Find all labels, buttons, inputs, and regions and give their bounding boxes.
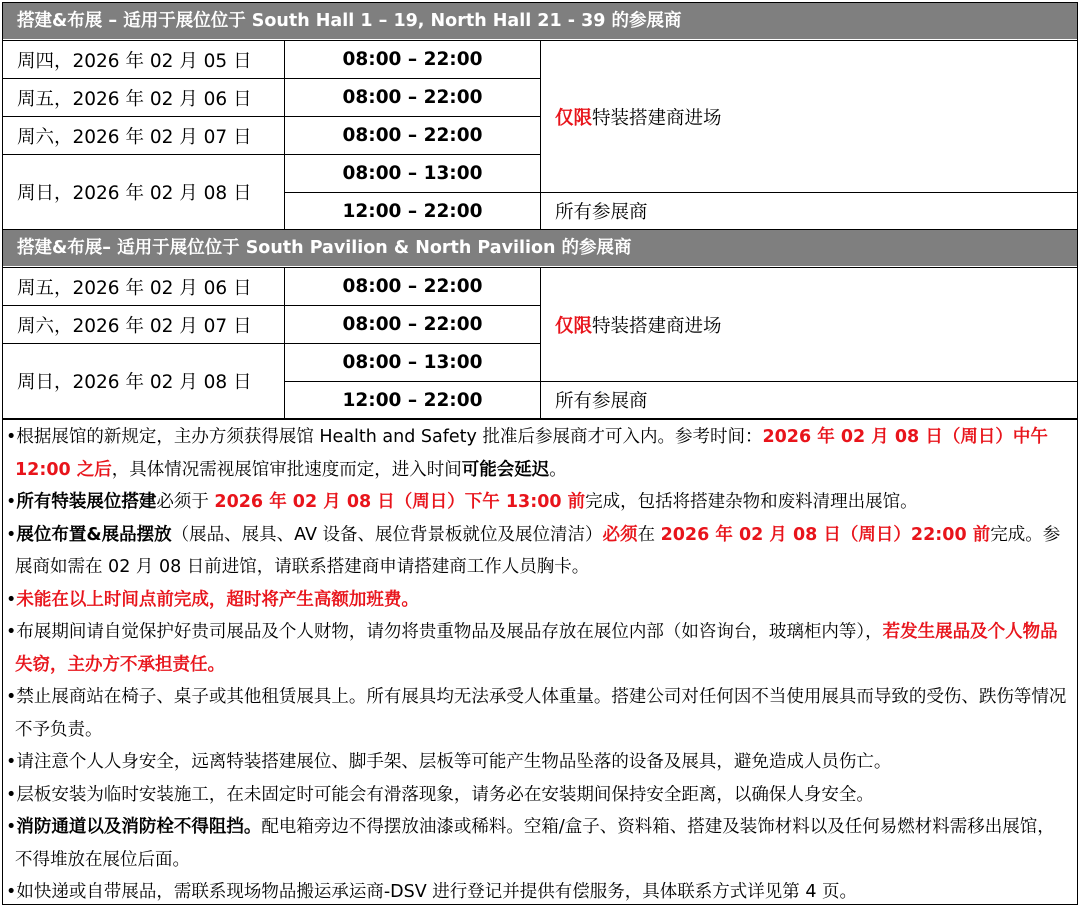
- note-text: 必须: [602, 524, 638, 545]
- hline: [285, 192, 1078, 193]
- note-text: ，具体情况需视展馆审批速度而定，进入时间: [111, 459, 462, 480]
- section-1-time-4b: 12:00 – 22:00: [342, 200, 483, 222]
- note-text: 布展期间请自觉保护好贵司展品及个人财物，请勿将贵重物品及展品存放在展位内部（如咨询台，玻璃柜内等），: [16, 622, 883, 642]
- note-text: 若发生展品及个人物品失窃，主办方不承担责任。: [15, 622, 1058, 675]
- bullet-icon: •: [6, 784, 17, 805]
- bullet-icon: •: [6, 687, 17, 707]
- section-2-restricted-note: [541, 268, 1077, 381]
- section-1-date-1: 周四，2026 年 02 月 05 日: [17, 50, 252, 72]
- note-text: 层板安装为临时安装施工，在未固定时可能会有滑落现象，请务必在安装期间保持安全距离，以确保人身安全。: [16, 784, 874, 805]
- note-item: [3, 519, 1077, 584]
- note-text: 所有特装展位搭建: [16, 492, 157, 512]
- section-2-all-exhibitors: 所有参展商: [555, 391, 648, 412]
- section-1-all-exhibitors: 所有参展商: [555, 202, 648, 223]
- border-top: [2, 2, 1078, 3]
- hline: [2, 305, 540, 306]
- restricted-text: 特装搭建商进场: [592, 315, 722, 337]
- vline: [540, 267, 541, 419]
- note-item: [3, 486, 1077, 519]
- hline: [285, 381, 1078, 382]
- notes-list: [3, 421, 1077, 904]
- section-2-time-2: 08:00 – 22:00: [342, 314, 483, 335]
- bullet-icon: •: [6, 524, 17, 545]
- section-2-time-3b: 12:00 – 22:00: [342, 389, 483, 411]
- hline: [2, 343, 540, 344]
- note-item: [3, 421, 1077, 486]
- section-1-date-4: 周日，2026 年 02 月 08 日: [17, 183, 252, 204]
- section-1-date-3: 周六，2026 年 02 月 07 日: [17, 126, 252, 148]
- section-2-header: 搭建&布展– 适用于展位位于 South Pavilion & North Pavilion 的参展商: [3, 230, 1077, 266]
- section-2-date-3: 周日，2026 年 02 月 08 日: [17, 372, 252, 393]
- vline: [284, 267, 285, 419]
- note-text: 可能会延迟: [461, 459, 550, 480]
- section-1-header: 搭建&布展 – 适用于展位位于 South Hall 1 – 19, North Hall 21 - 39 的参展商: [3, 3, 1077, 39]
- section-1-time-4a: 08:00 – 13:00: [342, 163, 483, 184]
- note-text: 配电箱旁边不得摆放油漆或稀料。空箱/盒子、资料箱、搭建及装饰材料以及任何易燃材料需移出展馆，不得堆放在展位后面。: [15, 817, 1055, 870]
- bullet-icon: •: [6, 492, 17, 512]
- note-item: [3, 584, 1077, 617]
- note-text: 根据展馆的新规定，主办方须获得展馆 Health and Safety 批准后参展商才可入内。参考时间：: [16, 427, 763, 447]
- note-text: 完成。参展商如需在 02 月 08 日前进馆，请联系搭建商申请搭建商工作人员胸卡。: [15, 524, 1061, 577]
- restricted-label: 仅限: [555, 107, 593, 129]
- bullet-icon: •: [6, 622, 17, 642]
- section-2-time-1: 08:00 – 22:00: [342, 276, 483, 297]
- note-text: 在: [637, 524, 661, 545]
- restricted-label: 仅限: [555, 315, 593, 337]
- note-text: 。: [549, 459, 567, 480]
- note-item: [3, 616, 1077, 681]
- section-1-restricted-note: [541, 41, 1077, 192]
- note-text: 展位布置&展品摆放: [16, 524, 172, 545]
- vline: [540, 40, 541, 230]
- note-text: 请注意个人人身安全，远离特装搭建展位、脚手架、层板等可能产生物品坠落的设备及展具，避免造成人员伤亡。: [16, 752, 892, 772]
- section-1-date-2: 周五，2026 年 02 月 06 日: [17, 88, 252, 110]
- bullet-icon: •: [6, 589, 17, 610]
- section-1-time-3: 08:00 – 22:00: [342, 125, 483, 146]
- note-item: [3, 681, 1077, 746]
- note-text: 2026 年 02 月 08 日（周日）中午 12:00 之后: [15, 427, 1048, 480]
- bullet-icon: •: [6, 882, 17, 902]
- border-right: [1077, 2, 1078, 905]
- restricted-text: 特装搭建商进场: [592, 107, 722, 129]
- section-2-date-2: 周六，2026 年 02 月 07 日: [17, 315, 252, 337]
- bullet-icon: •: [6, 752, 17, 772]
- vline: [284, 40, 285, 230]
- note-item: [3, 811, 1077, 876]
- note-text: 2026 年 02 月 08 日（周日）下午 13:00 前: [214, 492, 586, 512]
- section-1-time-2: 08:00 – 22:00: [342, 87, 483, 108]
- section-1-time-1: 08:00 – 22:00: [342, 49, 483, 70]
- note-text: 2026 年 02 月 08 日（周日）22:00 前: [660, 524, 991, 545]
- section-2-date-1: 周五，2026 年 02 月 06 日: [17, 277, 252, 299]
- note-text: （展品、展具、AV 设备、展位背景板就位及展位清洁）: [171, 524, 603, 545]
- note-item: [3, 779, 1077, 812]
- note-text: 消防通道以及消防栓不得阻挡。: [16, 817, 262, 837]
- bullet-icon: •: [6, 427, 17, 447]
- note-item: [3, 746, 1077, 779]
- note-text: 未能在以上时间点前完成，超时将产生高额加班费。: [16, 589, 419, 610]
- note-text: 完成，包括将搭建杂物和废料清理出展馆。: [585, 492, 918, 512]
- border-bottom: [2, 904, 1078, 905]
- hline: [2, 116, 540, 117]
- note-text: 必须于: [156, 492, 215, 512]
- hline: [2, 78, 540, 79]
- bullet-icon: •: [6, 817, 17, 837]
- note-text: 如快递或自带展品，需联系现场物品搬运承运商-DSV 进行登记并提供有偿服务，具体联系方式详见第 4 页。: [16, 882, 858, 902]
- section-2-time-3a: 08:00 – 13:00: [342, 352, 483, 373]
- border-left: [2, 2, 3, 905]
- note-text: 禁止展商站在椅子、桌子或其他租赁展具上。所有展具均无法承受人体重量。搭建公司对任何因不当使用展具而导致的受伤、跌伤等情况不予负责。: [15, 687, 1067, 740]
- hline: [2, 154, 540, 155]
